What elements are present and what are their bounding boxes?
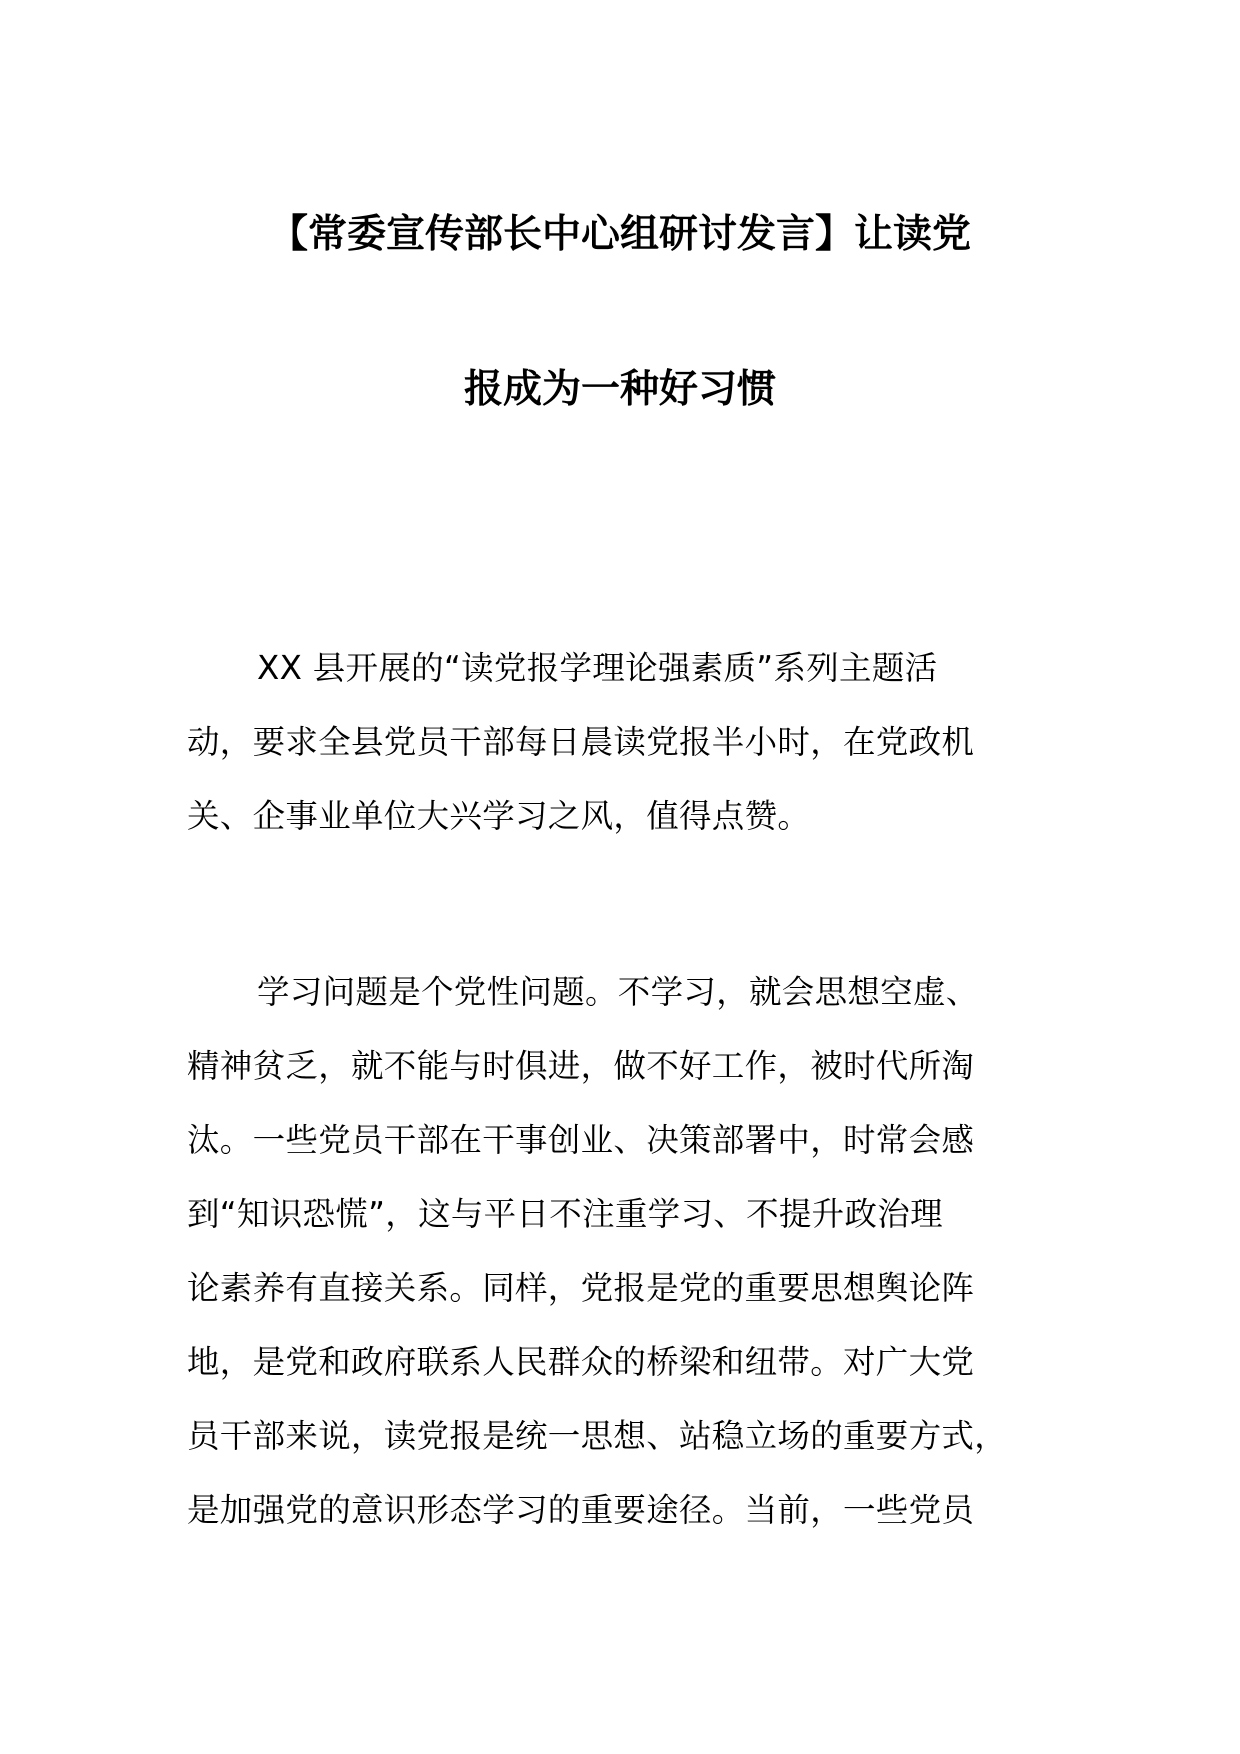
paragraph-line: 汰。一些党员干部在干事创业、决策部署中，时常会感 xyxy=(187,1121,975,1159)
paragraph-line: 关、企事业单位大兴学习之风，值得点赞。 xyxy=(187,797,811,835)
document-title-line-2: 报成为一种好习惯 xyxy=(463,367,776,412)
paragraph-line: XX 县开展的“读党报学理论强素质”系列主题活 xyxy=(257,649,938,687)
paragraph-line: 学习问题是个党性问题。不学习，就会思想空虚、 xyxy=(257,973,979,1011)
paragraph-line: 动，要求全县党员干部每日晨读党报半小时，在党政机 xyxy=(187,723,975,761)
paragraph-1 xyxy=(187,631,1067,853)
paragraph-line: 精神贫乏，就不能与时俱进，做不好工作，被时代所淘 xyxy=(187,1047,975,1085)
paragraph-line: 到“知识恐慌”，这与平日不注重学习、不提升政治理 xyxy=(187,1195,943,1233)
paragraph-line: 地，是党和政府联系人民群众的桥梁和纽带。对广大党 xyxy=(187,1343,975,1381)
paragraph-line: 是加强党的意识形态学习的重要途径。当前，一些党员 xyxy=(187,1491,975,1529)
document-title-line-1: 【常委宣传部长中心组研讨发言】让读党 xyxy=(268,212,971,257)
paragraph-2 xyxy=(187,955,1067,1547)
paragraph-line: 论素养有直接关系。同样，党报是党的重要思想舆论阵 xyxy=(187,1269,975,1307)
paragraph-line: 员干部来说，读党报是统一思想、站稳立场的重要方式， xyxy=(187,1417,1008,1455)
